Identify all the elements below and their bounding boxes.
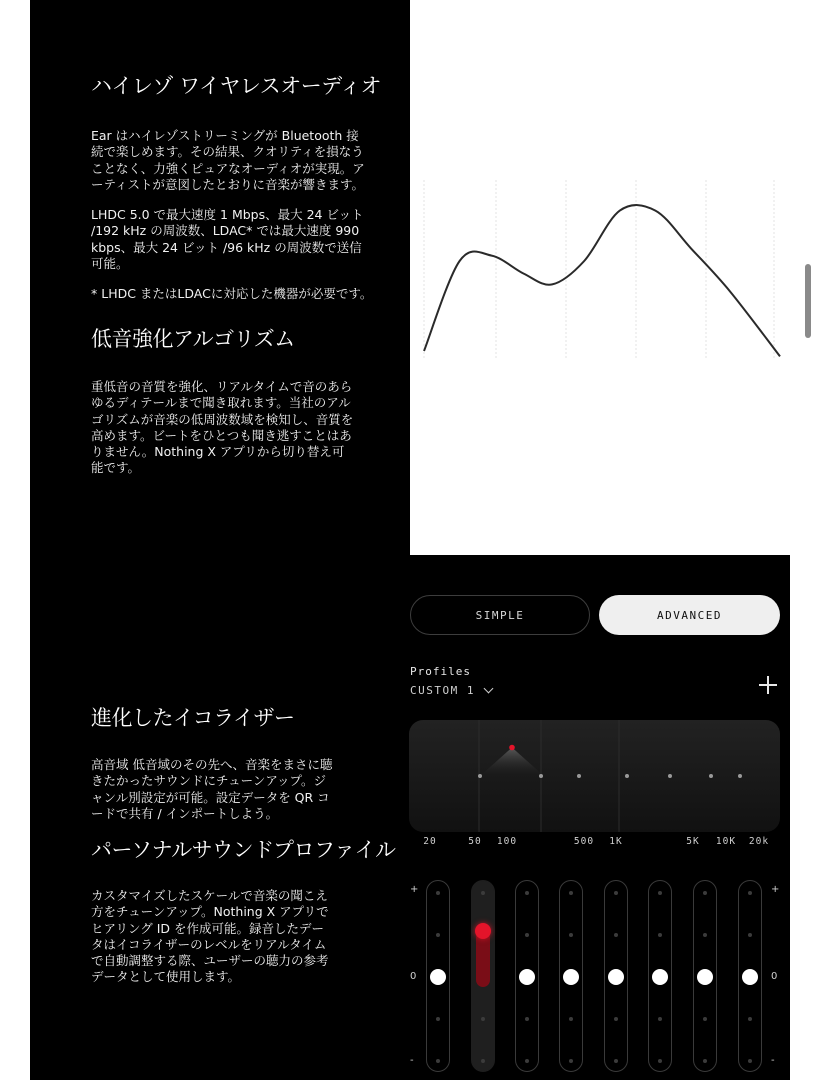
slider-tick	[569, 933, 573, 937]
eq-band-slider[interactable]	[648, 880, 672, 1072]
slider-tick	[748, 891, 752, 895]
slider-tick	[569, 1059, 573, 1063]
eq-band-point	[738, 774, 742, 778]
slider-tick	[614, 933, 618, 937]
slider-fill	[476, 931, 490, 987]
scrollbar[interactable]	[805, 264, 811, 338]
eq-band-point	[509, 745, 515, 751]
eq-band-slider[interactable]	[426, 880, 450, 1072]
eq-band-slider[interactable]	[604, 880, 628, 1072]
tab-advanced[interactable]: ADVANCED	[599, 595, 780, 635]
slider-knob[interactable]	[652, 969, 668, 985]
slider-tick	[748, 1017, 752, 1021]
slider-tick	[569, 1017, 573, 1021]
slider-tick	[436, 1059, 440, 1063]
frequency-label: 20	[423, 836, 437, 847]
slider-tick	[703, 933, 707, 937]
section-bass-enhance	[91, 323, 353, 477]
scale-plus-right: +	[771, 884, 780, 895]
slider-knob[interactable]	[608, 969, 624, 985]
scale-zero-left: 0	[410, 971, 417, 982]
slider-tick	[614, 1059, 618, 1063]
slider-tick	[703, 1017, 707, 1021]
section-title: 低音強化アルゴリズム	[91, 327, 295, 351]
scale-plus-left: +	[410, 884, 419, 895]
frequency-label: 100	[496, 836, 518, 847]
slider-tick	[703, 891, 707, 895]
section-paragraph: 重低音の音質を強化、リアルタイムで音のあら ゆるディテールまで聞き取れます。当社のアル ゴリズムが音楽の低周波数域を検知し、音質を 高めます。ビートをひとつも聞き逃すことはあ りません。Nothing X アプリから切り替え可 能です。	[91, 379, 354, 476]
section-paragraph: Ear はハイレゾストリーミングが Bluetooth 接 続で楽しめます。その結果、クオリティを損なう ことなく、力強くピュアなオーディオが実現。ア ーティストが意図したとおりに音楽が響きます。	[91, 128, 365, 192]
eq-graph-background	[409, 720, 780, 832]
slider-tick	[481, 1017, 485, 1021]
eq-band-slider[interactable]	[515, 880, 539, 1072]
tab-simple[interactable]: SIMPLE	[410, 595, 590, 635]
profile-name: CUSTOM 1	[410, 684, 475, 697]
frequency-response-curve	[410, 0, 818, 555]
slider-knob[interactable]	[742, 969, 758, 985]
slider-tick	[436, 891, 440, 895]
scale-minus-right: -	[771, 1055, 775, 1066]
section-title: 進化したイコライザー	[91, 706, 295, 730]
slider-tick	[525, 933, 529, 937]
eq-graph	[409, 720, 780, 832]
slider-tick	[748, 1059, 752, 1063]
slider-tick	[569, 891, 573, 895]
slider-tick	[436, 933, 440, 937]
eq-frequency-graph	[409, 720, 780, 832]
slider-tick	[436, 1017, 440, 1021]
section-paragraph: LHDC 5.0 で最大速度 1 Mbps、最大 24 ビット /192 kHz の周波数、LDAC* では最大速度 990 kbps、最大 24 ビット /96 kHz の周波数で送信 可能。	[91, 207, 364, 272]
section-title: パーソナルサウンドプロファイル	[91, 838, 396, 862]
slider-tick	[703, 1059, 707, 1063]
section-title: ハイレゾ ワイヤレスオーディオ	[91, 74, 382, 98]
section-paragraph: 高音域 低音域のその先へ、音楽をまさに聴 きたかったサウンドにチューンアップ。ジ ャンル別設定が可能。設定データを QR コ ードで共有 / インポートしよう。	[91, 757, 333, 821]
eq-band-point	[668, 774, 672, 778]
chevron-down-icon	[484, 684, 494, 694]
frequency-label: 20k	[748, 836, 770, 847]
curve-area	[410, 0, 818, 555]
slider-tick	[525, 1059, 529, 1063]
eq-band-point	[709, 774, 713, 778]
eq-band-slider[interactable]	[471, 880, 495, 1072]
slider-knob[interactable]	[430, 969, 446, 985]
plus-icon[interactable]	[757, 674, 779, 696]
section-personal-sound	[91, 834, 396, 986]
section-equalizer	[91, 702, 332, 822]
slider-knob[interactable]	[563, 969, 579, 985]
frequency-label: 500	[573, 836, 595, 847]
eq-band-point	[478, 774, 482, 778]
slider-tick	[614, 1017, 618, 1021]
frequency-label: 10K	[715, 836, 737, 847]
profiles-label: Profiles	[410, 665, 471, 678]
section-paragraph: カスタマイズしたスケールで音楽の聞こえ 方をチューンアップ。Nothing X アプリで ヒアリング ID を作成可能。録音したデー タはイコライザーのレベルをリアルタイム で自動調整する際、ユーザーの聴力の参考 データとして使用します。	[91, 888, 329, 985]
slider-tick	[481, 891, 485, 895]
scale-zero-right: 0	[771, 971, 778, 982]
section-hi-res	[91, 70, 381, 303]
slider-tick	[658, 1017, 662, 1021]
eq-band-point	[625, 774, 629, 778]
slider-tick	[658, 891, 662, 895]
response-curve-line	[424, 205, 780, 356]
slider-tick	[525, 1017, 529, 1021]
slider-tick	[614, 891, 618, 895]
frequency-label: 5K	[686, 836, 700, 847]
slider-tick	[748, 933, 752, 937]
slider-knob[interactable]	[519, 969, 535, 985]
eq-band-slider[interactable]	[559, 880, 583, 1072]
eq-band-slider[interactable]	[738, 880, 762, 1072]
slider-tick	[658, 1059, 662, 1063]
slider-tick	[658, 933, 662, 937]
slider-knob[interactable]	[697, 969, 713, 985]
frequency-label: 1K	[609, 836, 623, 847]
eq-band-point	[577, 774, 581, 778]
eq-band-slider[interactable]	[693, 880, 717, 1072]
section-footnote: * LHDC またはLDACに対応した機器が必要です。	[91, 286, 373, 302]
slider-tick	[481, 1059, 485, 1063]
eq-band-point	[539, 774, 543, 778]
slider-tick	[525, 891, 529, 895]
frequency-label: 50	[468, 836, 482, 847]
profile-dropdown[interactable]	[410, 684, 492, 697]
scale-minus-left: -	[410, 1055, 414, 1066]
